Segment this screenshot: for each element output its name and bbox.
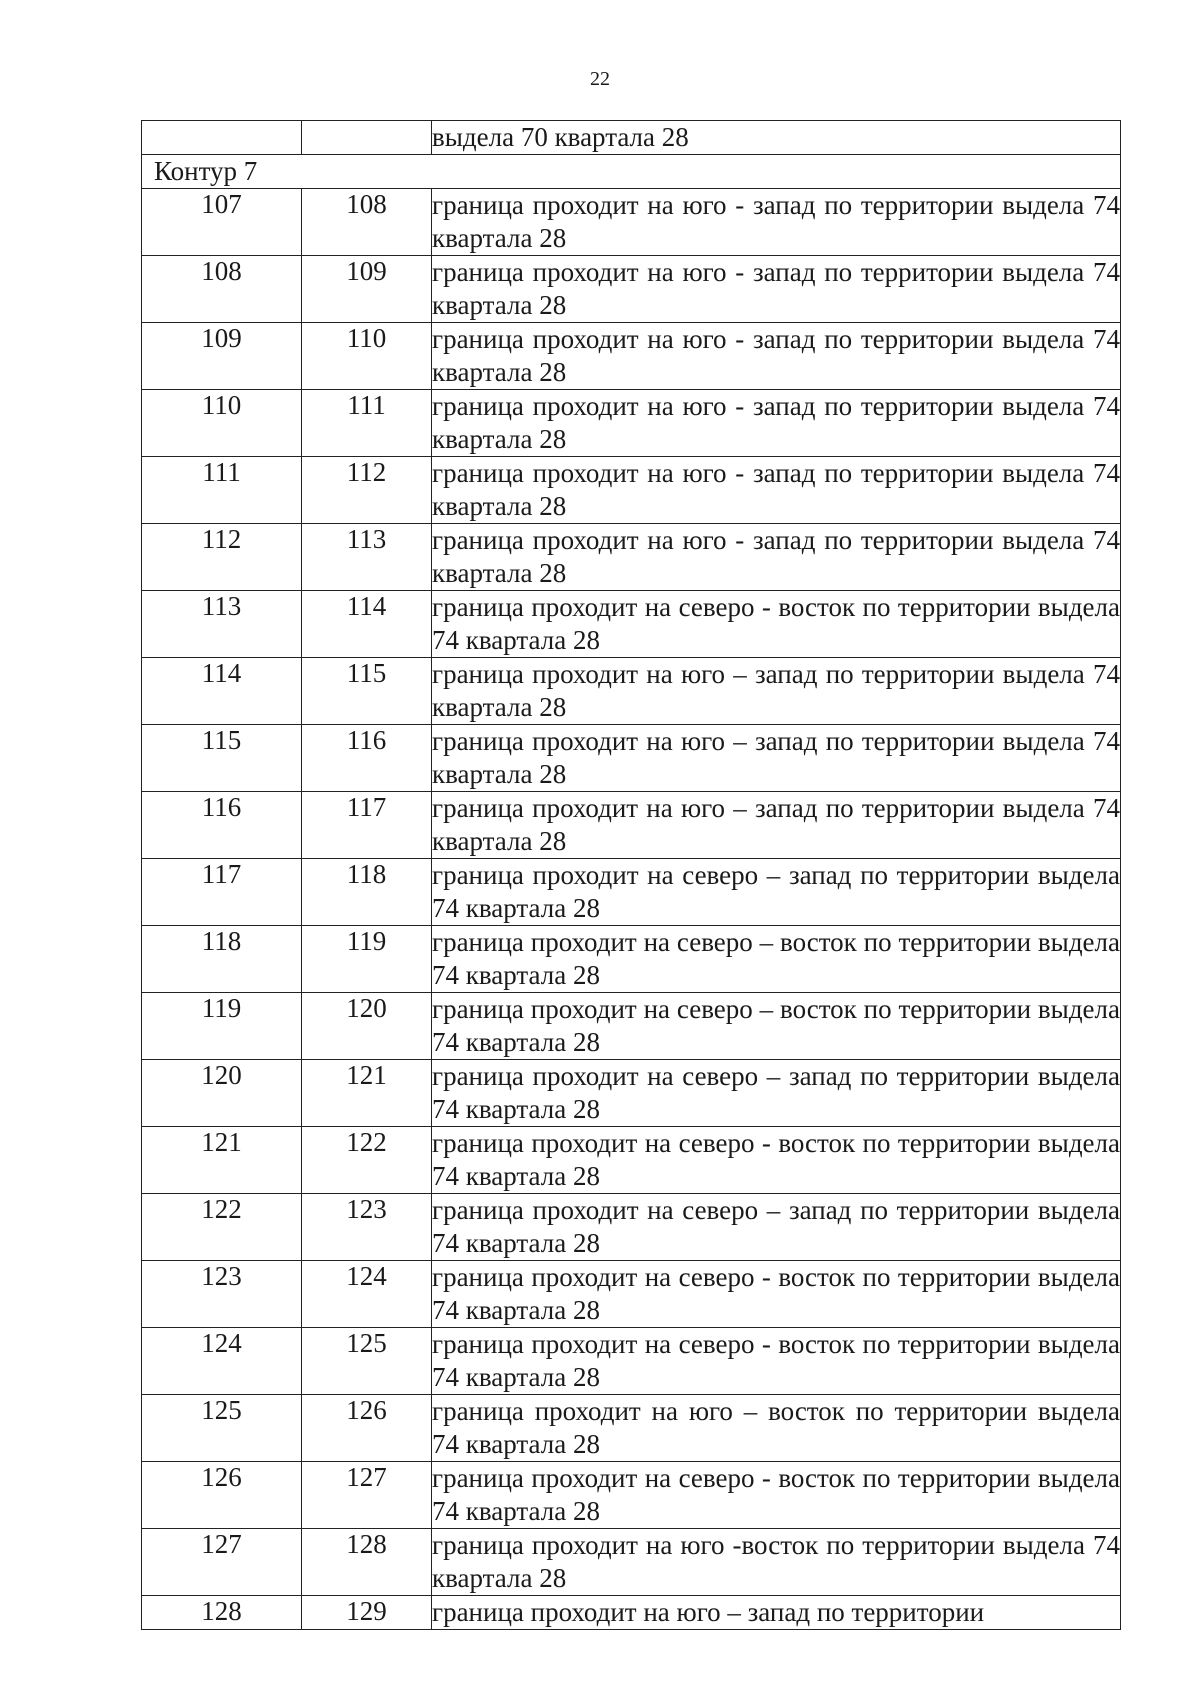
table-row	[142, 658, 1121, 725]
description-cell: граница проходит на юго - запад по территории выдела 74 квартала 28	[432, 323, 1121, 390]
table-row	[142, 256, 1121, 323]
description-cell: граница проходит на юго - запад по территории выдела 74 квартала 28	[432, 390, 1121, 457]
from-point-cell: 128	[142, 1596, 302, 1630]
page-number: 22	[590, 68, 610, 90]
description-cell: граница проходит на юго – запад по территории выдела 74 квартала 28	[432, 658, 1121, 725]
table-row	[142, 1596, 1121, 1630]
table-row	[142, 859, 1121, 926]
from-point-cell: 113	[142, 591, 302, 658]
from-point-cell: 107	[142, 189, 302, 256]
to-point-cell: 122	[302, 1127, 432, 1194]
from-point-cell: 117	[142, 859, 302, 926]
to-point-cell: 121	[302, 1060, 432, 1127]
description-cell: граница проходит на юго – запад по территории	[432, 1596, 1121, 1630]
to-point-cell: 111	[302, 390, 432, 457]
to-point-cell: 126	[302, 1395, 432, 1462]
to-point-cell: 118	[302, 859, 432, 926]
description-cell: граница проходит на северо - восток по территории выдела 74 квартала 28	[432, 1261, 1121, 1328]
section-title: Контур 7	[142, 155, 1121, 189]
description-cell: граница проходит на юго - запад по территории выдела 74 квартала 28	[432, 457, 1121, 524]
from-point-cell: 114	[142, 658, 302, 725]
description-cell: граница проходит на северо - восток по территории выдела 74 квартала 28	[432, 1462, 1121, 1529]
description-cell: граница проходит на северо - восток по территории выдела 74 квартала 28	[432, 591, 1121, 658]
table-row	[142, 926, 1121, 993]
to-point-cell: 116	[302, 725, 432, 792]
description-cell: граница проходит на юго -восток по территории выдела 74 квартала 28	[432, 1529, 1121, 1596]
description-cell: граница проходит на северо - восток по территории выдела 74 квартала 28	[432, 1328, 1121, 1395]
to-point-cell: 125	[302, 1328, 432, 1395]
from-point-cell: 110	[142, 390, 302, 457]
to-point-cell: 120	[302, 993, 432, 1060]
from-point-cell: 121	[142, 1127, 302, 1194]
from-point-cell: 109	[142, 323, 302, 390]
from-point-cell: 127	[142, 1529, 302, 1596]
description-cell: граница проходит на юго - запад по территории выдела 74 квартала 28	[432, 256, 1121, 323]
table-row	[142, 1060, 1121, 1127]
from-point-cell: 108	[142, 256, 302, 323]
description-cell: граница проходит на юго – запад по территории выдела 74 квартала 28	[432, 725, 1121, 792]
description-cell: граница проходит на северо – восток по территории выдела 74 квартала 28	[432, 993, 1121, 1060]
description-cell: граница проходит на юго – восток по территории выдела 74 квартала 28	[432, 1395, 1121, 1462]
table-row	[142, 457, 1121, 524]
to-point-cell: 114	[302, 591, 432, 658]
table-row	[142, 323, 1121, 390]
table-row	[142, 1194, 1121, 1261]
table-row	[142, 1395, 1121, 1462]
from-point-cell: 112	[142, 524, 302, 591]
table-row	[142, 1127, 1121, 1194]
from-point-cell: 115	[142, 725, 302, 792]
description-cell: граница проходит на юго – запад по территории выдела 74 квартала 28	[432, 792, 1121, 859]
from-point-cell: 122	[142, 1194, 302, 1261]
boundary-description-table	[141, 120, 1121, 1630]
section-row	[142, 155, 1121, 189]
description-cell: граница проходит на северо – восток по территории выдела 74 квартала 28	[432, 926, 1121, 993]
from-point-cell: 111	[142, 457, 302, 524]
description-cell: граница проходит на северо – запад по территории выдела 74 квартала 28	[432, 1194, 1121, 1261]
from-point-cell: 116	[142, 792, 302, 859]
from-point-cell: 123	[142, 1261, 302, 1328]
to-point-cell: 129	[302, 1596, 432, 1630]
table-row	[142, 1529, 1121, 1596]
table-row	[142, 524, 1121, 591]
description-cell: выдела 70 квартала 28	[432, 121, 1121, 155]
from-point-cell: 118	[142, 926, 302, 993]
to-point-cell: 124	[302, 1261, 432, 1328]
to-point-cell: 115	[302, 658, 432, 725]
table-row	[142, 993, 1121, 1060]
to-point-cell: 112	[302, 457, 432, 524]
to-point-cell: 123	[302, 1194, 432, 1261]
table-row	[142, 121, 1121, 155]
table-row	[142, 189, 1121, 256]
table-row	[142, 591, 1121, 658]
to-point-cell: 127	[302, 1462, 432, 1529]
to-point-cell	[302, 121, 432, 155]
from-point-cell: 125	[142, 1395, 302, 1462]
description-cell: граница проходит на юго - запад по территории выдела 74 квартала 28	[432, 189, 1121, 256]
table-row	[142, 390, 1121, 457]
to-point-cell: 110	[302, 323, 432, 390]
from-point-cell: 126	[142, 1462, 302, 1529]
from-point-cell: 119	[142, 993, 302, 1060]
table-row	[142, 1328, 1121, 1395]
from-point-cell	[142, 121, 302, 155]
from-point-cell: 124	[142, 1328, 302, 1395]
to-point-cell: 119	[302, 926, 432, 993]
table-row	[142, 1462, 1121, 1529]
table-row	[142, 725, 1121, 792]
description-cell: граница проходит на северо – запад по территории выдела 74 квартала 28	[432, 1060, 1121, 1127]
to-point-cell: 108	[302, 189, 432, 256]
to-point-cell: 117	[302, 792, 432, 859]
description-cell: граница проходит на северо – запад по территории выдела 74 квартала 28	[432, 859, 1121, 926]
to-point-cell: 113	[302, 524, 432, 591]
from-point-cell: 120	[142, 1060, 302, 1127]
table-row	[142, 1261, 1121, 1328]
to-point-cell: 109	[302, 256, 432, 323]
to-point-cell: 128	[302, 1529, 432, 1596]
description-cell: граница проходит на юго - запад по территории выдела 74 квартала 28	[432, 524, 1121, 591]
description-cell: граница проходит на северо - восток по территории выдела 74 квартала 28	[432, 1127, 1121, 1194]
table-row	[142, 792, 1121, 859]
